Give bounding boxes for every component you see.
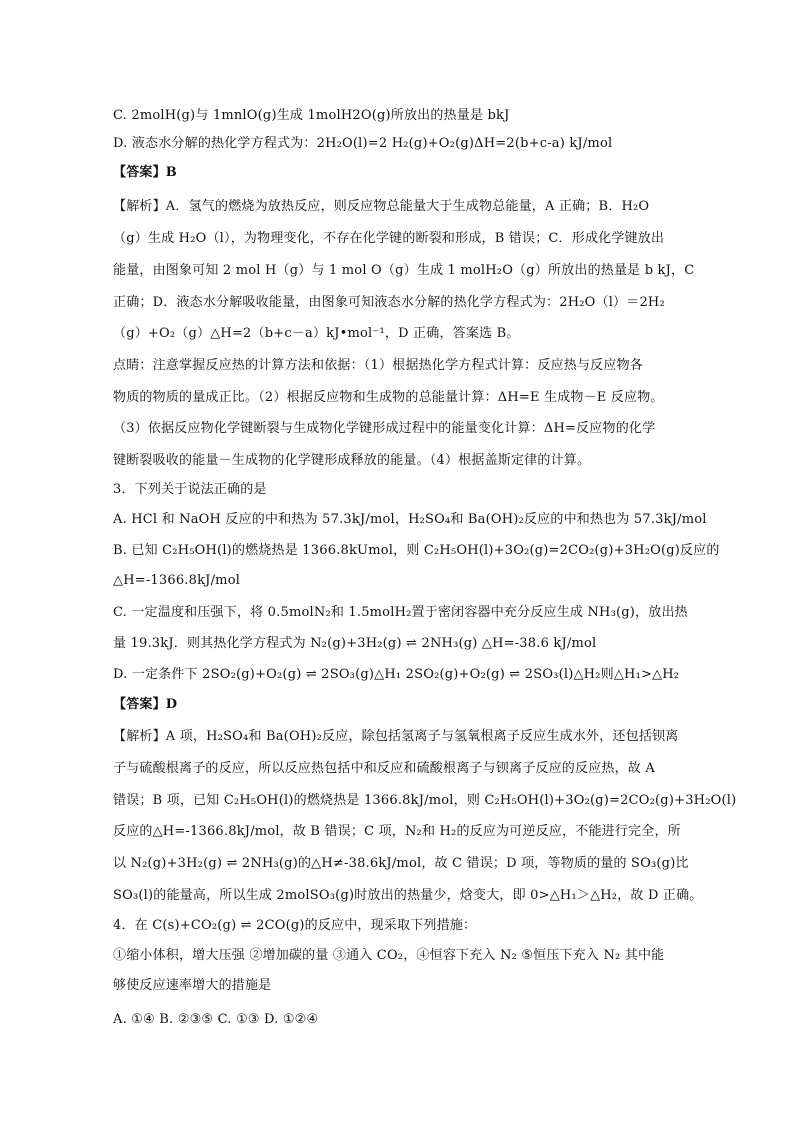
option-a-line: A. HCl 和 NaOH 反应的中和热为 57.3kJ/mol，H₂SO₄和 Ba(OH)₂反应的中和热也为 57.3kJ/mol [113,512,707,527]
option-b-line: B. 已知 C₂H₅OH(l)的燃烧热是 1366.8kUmol，则 C₂H₅OH(l)+3O₂(g)=2CO₂(g)+3H₂O(g)反应的 [113,543,720,558]
option-c-line: C. 2molH(g)与 1mnlO(g)生成 1molH2O(g)所放出的热量是 bkJ [113,108,510,123]
explanation-line: 能量，由图象可知 2 mol H（g）与 1 mol O（g）生成 1 molH₂O（g）所放出的热量是 b kJ，C [113,263,695,278]
explanation-line: （g）+O₂（g）△H=2（b+c－a）kJ•mol⁻¹，D 正确，答案选 B。 [113,326,520,341]
option-c-line: 量 19.3kJ．则其热化学方程式为 N₂(g)+3H₂(g) ⇌ 2NH₃(g) △H=-38.6 kJ/mol [113,636,597,651]
explanation-line: 正确；D．液态水分解吸收能量，由图象可知液态水分解的热化学方程式为：2H₂O（l）＝2H₂ [113,295,665,310]
explanation-line: SO₃(l)的能量高，所以生成 2molSO₃(g)时放出的热量少，焓变大，即 0>△H₁＞△H₂，故 D 正确。 [113,888,703,903]
tip-line: 点睛：注意掌握反应热的计算方法和依据：（1）根据热化学方程式计算：反应热与反应物各 [113,358,643,373]
explanation-line: 【解析】A．氢气的燃烧为放热反应，则反应物总能量大于生成物总能量，A 正确；B．H₂O [113,199,650,214]
question-3-title: 3．下列关于说法正确的是 [113,482,267,497]
answer-options-line: A. ①④ B. ②③⑤ C. ①③ D. ①②④ [113,1012,319,1027]
question-4-title: 4．在 C(s)+CO₂(g) ⇌ 2CO(g)的反应中，现采取下列措施： [113,918,477,933]
tip-line: （3）依据反应物化学键断裂与生成物化学键形成过程中的能量变化计算：ΔH=反应物的化学 [113,421,656,436]
explanation-line: 反应的△H=-1366.8kJ/mol，故 B 错误；C 项，N₂和 H₂的反应为可逆反应，不能进行完全，所 [113,824,681,839]
explanation-line: 以 N₂(g)+3H₂(g) ⇌ 2NH₃(g)的△H≠-38.6kJ/mol，故 C 错误；D 项，等物质的量的 SO₃(g)比 [113,856,689,871]
tip-line: 物质的物质的量成正比。（2）根据反应物和生成物的总能量计算：ΔH=E 生成物－E 反应物。 [113,390,664,405]
explanation-line: 错误；B 项，已知 C₂H₅OH(l)的燃烧热是 1366.8kJ/mol，则 C₂H₅OH(l)+3O₂(g)=2CO₂(g)+3H₂O(l) [113,793,737,808]
option-d-line: D. 液态水分解的热化学方程式为：2H₂O(l)=2 H₂(g)+O₂(g)ΔH=2(b+c-a) kJ/mol [113,136,613,151]
answer-label: 【答案】B [113,165,177,180]
explanation-line: 【解析】A 项，H₂SO₄和 Ba(OH)₂反应，除包括氢离子与氢氧根离子反应生成水外，还包括钡离 [113,729,679,744]
option-d-line: D. 一定条件下 2SO₂(g)+O₂(g) ⇌ 2SO₃(g)△H₁ 2SO₂(g)+O₂(g) ⇌ 2SO₃(l)△H₂则△H₁>△H₂ [113,667,680,682]
explanation-line: （g）生成 H₂O（l），为物理变化，不存在化学键的断裂和形成，B 错误；C．形成化学键放出 [113,231,665,246]
answer-label: 【答案】D [113,697,178,712]
option-c-line: C. 一定温度和压强下，将 0.5molN₂和 1.5molH₂置于密闭容器中充分反应生成 NH₃(g)，放出热 [113,605,688,620]
tip-line: 键断裂吸收的能量－生成物的化学键形成释放的能量。（4）根据盖斯定律的计算。 [113,453,591,468]
measures-line: 够使反应速率增大的措施是 [113,978,272,993]
measures-line: ①缩小体积，增大压强 ②增加碳的量 ③通入 CO₂，④恒容下充入 N₂ ⑤恒压下充入 N₂ 其中能 [113,948,665,963]
option-b-line: △H=-1366.8kJ/mol [113,573,241,588]
explanation-line: 子与硫酸根离子的反应，所以反应热包括中和反应和硫酸根离子与钡离子反应的反应热，故 A [113,761,655,776]
